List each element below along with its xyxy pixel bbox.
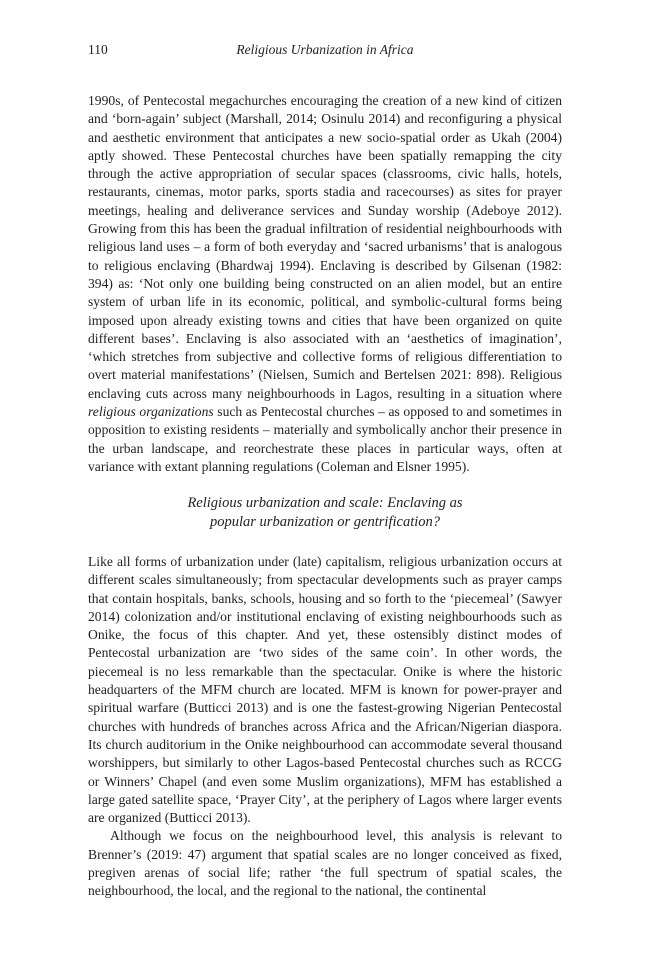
body-text-section-2	[88, 553, 562, 901]
paragraph-text: such as Pentecostal churches – as opposed to and sometimes in opposition to existing residents – materially and symbolically anchor their presence in the urban landscape, and reorchestrate these places in particular ways, often at variance with extant planning regulations (Coleman and Elsner 1995).	[88, 404, 562, 474]
running-head	[88, 42, 562, 62]
paragraph: Although we focus on the neighbourhood level, this analysis is relevant to Brenner’s (2019: 47) argument that spatial scales are no longer conceived as fixed, pregiven arenas of social life; rather ‘the full spectrum of spatial scales, the neighbourhood, the local, and the regional to the national, the continental	[88, 828, 562, 899]
running-title: Religious Urbanization in Africa	[236, 42, 414, 57]
page-number: 110	[88, 42, 108, 57]
paragraph	[88, 92, 562, 476]
paragraph: Like all forms of urbanization under (late) capitalism, religious urbanization occurs at different scales simultaneously; from spectacular developments such as prayer camps that contain hospitals, banks, schools, housing and so forth to the ‘piecemeal’ (Sawyer 2014) colonization and/or institutional enclaving of existing neighbourhoods such as Onike, the focus of this chapter. And yet, these ostensibly distinct modes of Pentecostal urbanization are ‘two sides of the same coin’. In other words, the piecemeal is no less remarkable than the spectacular. Onike is where the historic headquarters of the MFM church are located. MFM is known for power-prayer and spiritual warfare (Butticci 2013) and is one the fastest-growing Nigerian Pentecostal churches with hundreds of branches across Africa and the African/Nigerian diaspora. Its church auditorium in the Onike neighbourhood can accommodate several thousand worshippers, but similarly to other Lagos-based Pentecostal churches such as RCCG or Winners’ Chapel (and even some Muslim organizations), MFM has established a large gated satellite space, ‘Prayer City’, at the periphery of Lagos where larger events are organized (Butticci 2013).	[88, 554, 562, 826]
body-text-section-1	[88, 92, 562, 476]
section-heading-line-1: Religious urbanization and scale: Enclaving as	[187, 495, 463, 511]
paragraph-text: 1990s, of Pentecostal megachurches encouraging the creation of a new kind of citizen and ‘born-again’ subject (Marshall, 2014; Osinulu 2014) and reconfiguring a physical and aesthetic environment that anticipates a new socio-spatial order as Ukah (2004) aptly showed. These Pentecostal churches have been spatially remapping the city through the active appropriation of secular spaces (classrooms, civic halls, hotels, restaurants, cinemas, motor parks, sports stadia and racecourses) as sites for prayer meetings, healing and deliverance services and Sunday worship (Adeboye 2012). Growing from this has been the gradual infiltration of residential neighbourhoods with religious land uses – a form of both everyday and ‘sacred urbanisms’ that is analogous to religious enclaving (Bhardwaj 1994). Enclaving is described by Gilsenan (1982: 394) as: ‘Not only one building being constructed on an alien model, but an entire system of urban life in its economic, political, and symbolic-cultural forms being imposed upon already existing towns and cities that have been organized on quite different bases’. Enclaving is also associated with an ‘aesthetics of imagination’, ‘which stretches from subjective and collective forms of religious differentiation to overt material manifestations’ (Nielsen, Sumich and Bertelsen 2021: 898). Religious enclaving cuts across many neighbourhoods in Lagos, resulting in a situation where	[88, 93, 562, 401]
section-heading	[88, 494, 562, 532]
section-heading-line-2: popular urbanization or gentrification?	[210, 514, 440, 530]
italic-term: religious organizations	[88, 404, 214, 420]
